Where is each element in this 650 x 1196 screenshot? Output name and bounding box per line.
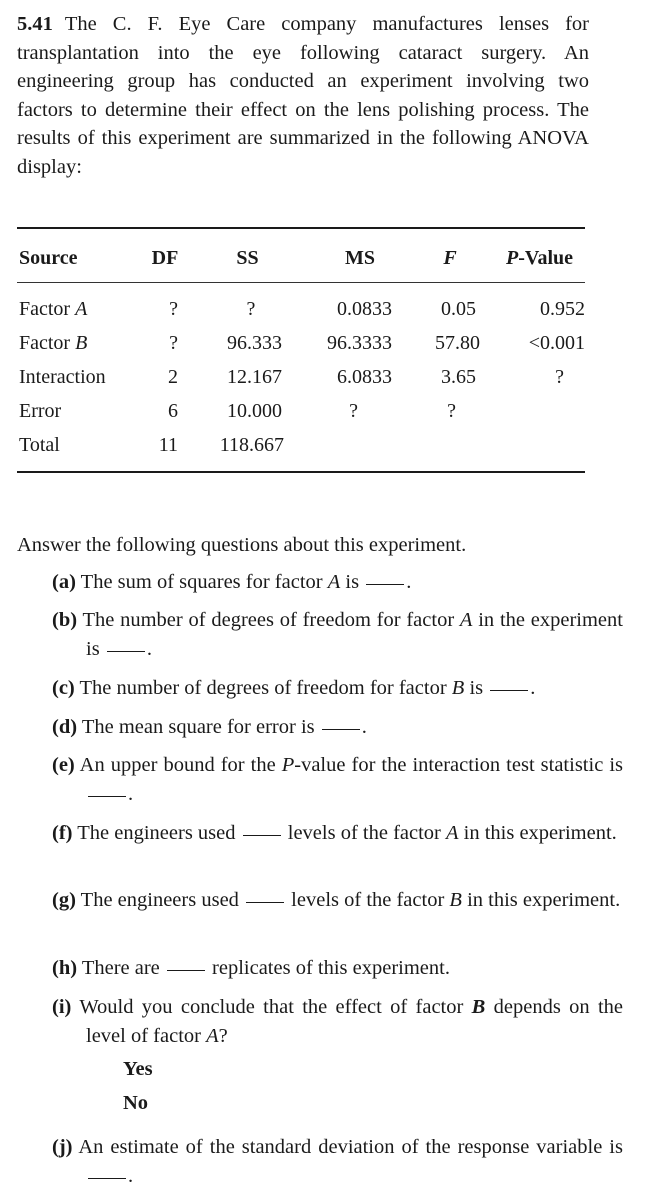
header-f: F: [443, 247, 457, 269]
table-bottom-rule: [17, 471, 585, 473]
row-error-source: Error: [19, 400, 62, 422]
question-c: (c) The number of degrees of freedom for factor B is .: [52, 677, 536, 699]
row-error-df: 6: [168, 400, 178, 422]
question-b: (b) The number of degrees of freedom for factor A in the experiment is .: [52, 609, 623, 660]
answer-blank-h[interactable]: [167, 969, 205, 971]
problem-number: 5.41: [17, 13, 53, 35]
row-total-source: Total: [19, 434, 60, 456]
header-source: Source: [19, 247, 78, 269]
header-df: DF: [151, 247, 179, 269]
header-ms: MS: [345, 247, 375, 269]
row-factor-b-p: <0.001: [528, 332, 585, 354]
question-i: (i) Would you conclude that the effect of factor B depends on the level of factor A?: [52, 996, 623, 1047]
question-f: (f) The engineers used levels of the factor A in this experiment.: [52, 822, 617, 844]
problem-statement: [17, 10, 589, 181]
question-a: (a) The sum of squares for factor A is .: [52, 571, 412, 593]
answer-blank-a[interactable]: [366, 583, 404, 585]
answer-blank-b[interactable]: [107, 650, 145, 652]
row-factor-a-source: Factor A: [19, 298, 88, 320]
answer-blank-f[interactable]: [243, 834, 281, 836]
row-total-ss: 118.667: [219, 434, 284, 456]
row-factor-a-p: 0.952: [540, 298, 585, 320]
row-error-ms: ?: [349, 400, 358, 422]
row-factor-b-ss: 96.333: [227, 332, 282, 354]
row-interaction-f: 3.65: [441, 366, 476, 388]
questions-lead: Answer the following questions about this experiment.: [17, 534, 467, 556]
row-interaction-df: 2: [168, 366, 178, 388]
row-error-f: ?: [447, 400, 456, 422]
question-e: (e) An upper bound for the P-value for the interaction test statistic is .: [52, 754, 623, 805]
question-j: (j) An estimate of the standard deviation of the response variable is .: [52, 1136, 623, 1187]
answer-blank-e[interactable]: [88, 795, 126, 797]
answer-blank-d[interactable]: [322, 728, 360, 730]
row-interaction-source: Interaction: [19, 366, 106, 388]
question-d: (d) The mean square for error is .: [52, 716, 367, 738]
answer-blank-g[interactable]: [246, 901, 284, 903]
row-factor-b-f: 57.80: [435, 332, 480, 354]
row-interaction-ss: 12.167: [227, 366, 282, 388]
problem-intro: The C. F. Eye Care company manufactures lenses for transplantation into the eye following cataract surgery. An engineering group has conducted an experiment involving two factors to determine their effect on the lens polishing process. The results of this experiment are summarized in the following ANOVA display:: [17, 13, 589, 178]
row-interaction-ms: 6.0833: [337, 366, 392, 388]
header-ss: SS: [236, 247, 259, 269]
header-pvalue: P-Value: [506, 247, 574, 269]
row-factor-a-ss: ?: [246, 298, 256, 320]
row-factor-b-df: ?: [169, 332, 178, 354]
answer-blank-c[interactable]: [490, 689, 528, 691]
answer-blank-j[interactable]: [88, 1177, 126, 1179]
table-header-rule: [17, 282, 585, 283]
row-factor-a-ms: 0.0833: [337, 298, 392, 320]
row-factor-b-ms: 96.3333: [327, 332, 392, 354]
table-top-rule: [17, 227, 585, 229]
option-no[interactable]: No: [123, 1092, 149, 1114]
question-h: (h) There are replicates of this experiment.: [52, 957, 450, 979]
row-error-ss: 10.000: [227, 400, 282, 422]
row-factor-a-f: 0.05: [441, 298, 476, 320]
row-factor-b-source: Factor B: [19, 332, 88, 354]
option-yes[interactable]: Yes: [123, 1058, 153, 1080]
row-factor-a-df: ?: [169, 298, 178, 320]
question-g: (g) The engineers used levels of the factor B in this experiment.: [52, 889, 621, 911]
row-interaction-p: ?: [555, 366, 564, 388]
row-total-df: 11: [158, 434, 178, 456]
